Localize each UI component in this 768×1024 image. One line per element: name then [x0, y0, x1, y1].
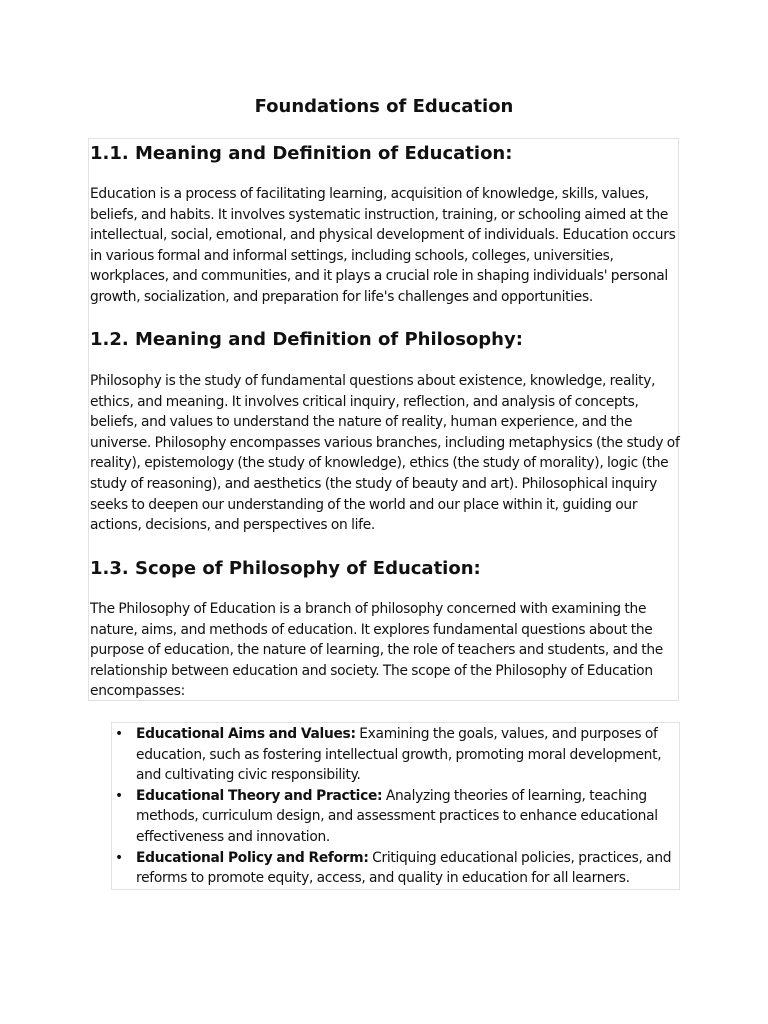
bullet-icon: • — [115, 787, 123, 804]
section-heading-scope: 1.3. Scope of Philosophy of Education: — [90, 558, 481, 579]
list-item-text: Critiquing educational policies, practices, and reforms to promote equity, access, and quality in education for all learners. — [136, 849, 672, 887]
section-body-education: Education is a process of facilitating learning, acquisition of knowledge, skills, values, beliefs, and habits. It involves systematic instruction, training, or schooling aimed at the intellectual, social, emotional, and physical development of individuals. Education occurs in various formal and informal settings, including schools, colleges, universities, workplaces, and communities, and it plays a crucial role in shaping individuals' personal growth, socialization, and preparation for life's challenges and opportunities. — [90, 186, 676, 305]
list-item-term: Educational Aims and Values: — [136, 726, 356, 742]
list-item-text: Analyzing theories of learning, teaching methods, curriculum design, and assessment practices to enhance educational effectiveness and innovation. — [136, 787, 658, 845]
section-heading-education: 1.1. Meaning and Definition of Education: — [90, 143, 513, 164]
list-item — [113, 724, 678, 786]
scope-list — [113, 724, 678, 889]
section-body-scope: The Philosophy of Education is a branch of philosophy concerned with examining the nature, aims, and methods of education. It explores fundamental questions about the purpose of education, the nature of learning, the role of teachers and students, and the relationship between education and society. The scope of the Philosophy of Education encompasses: — [90, 601, 663, 700]
bullet-icon: • — [115, 726, 123, 742]
list-item-term: Educational Theory and Practice: — [136, 787, 383, 804]
bullet-icon: • — [115, 849, 123, 866]
section-heading-philosophy: 1.2. Meaning and Definition of Philosophy: — [90, 329, 523, 350]
list-item-text: Examining the goals, values, and purposes of education, such as fostering intellectual growth, promoting moral development, and cultivating civic responsibility. — [136, 726, 662, 784]
list-item — [113, 786, 678, 848]
section-body-philosophy: Philosophy is the study of fundamental questions about existence, knowledge, reality, ethics, and meaning. It involves critical inquiry, reflection, and analysis of concepts, beliefs, and values to understand the nature of reality, human experience, and the universe. Philosophy encompasses various branches, including metaphysics (the study of reality), epistemology (the study of knowledge), ethics (the study of morality), logic (the study of reasoning), and aesthetics (the study of beauty and art). Philosophical inquiry seeks to deepen our understanding of the world and our place within it, guiding our actions, decisions, and perspectives on life. — [90, 373, 680, 534]
document-title: Foundations of Education — [254, 96, 514, 117]
list-item-term: Educational Policy and Reform: — [136, 849, 369, 866]
list-item — [113, 848, 678, 889]
